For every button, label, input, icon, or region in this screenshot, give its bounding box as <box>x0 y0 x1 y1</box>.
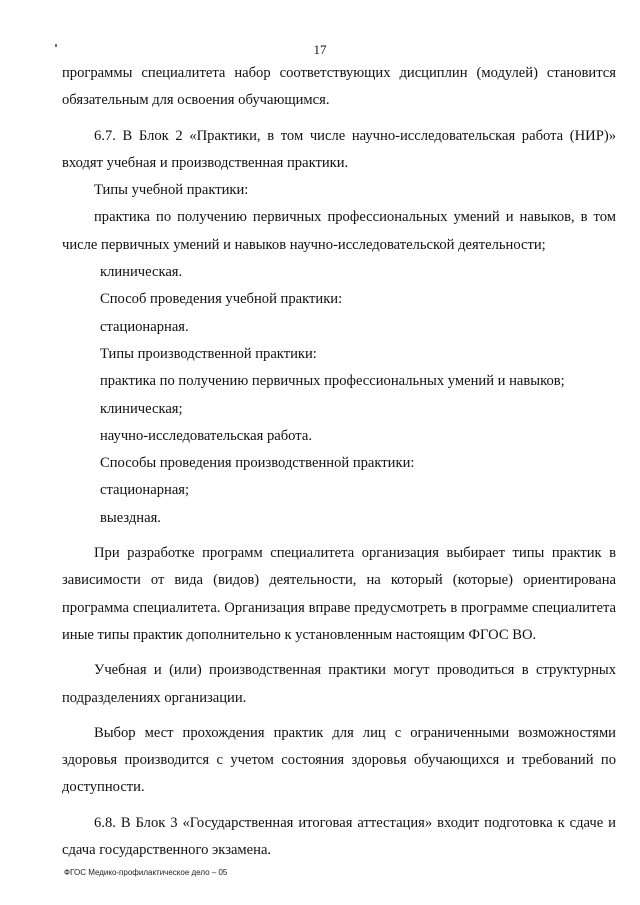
document-body <box>62 60 616 864</box>
paragraph-continuation: программы специалитета набор соответствующих дисциплин (модулей) становится обязательным для освоения обучающимся. <box>62 65 616 109</box>
paragraph-program-development: При разработке программ специалитета организация выбирает типы практик в зависимости от вида (видов) деятельности, на который (которые) ориентирована программа специалитета. Организация вправе предусмотреть в программе специалитета иные типы практик дополнительно к установленным настоящим ФГОС ВО. <box>62 545 616 643</box>
paragraph-practice-primary-skills: практика по получению первичных профессиональных умений и навыков, в том числе первичных умений и навыков научно-исследовательской деятельности; <box>62 209 616 253</box>
paragraph-industrial-practice-methods: Способы проведения производственной практики: <box>100 455 415 472</box>
paragraph-educational-practice-method: Способ проведения учебной практики: <box>100 291 343 308</box>
paragraph-structural-units: Учебная и (или) производственная практики могут проводиться в структурных подразделениях организации. <box>62 662 616 706</box>
paragraph-clinical: клиническая. <box>100 264 183 281</box>
paragraph-educational-practice-types: Типы учебной практики: <box>94 182 249 199</box>
paragraph-industrial-practice-types: Типы производственной практики: <box>100 345 317 362</box>
paragraph-clinical-2: клиническая; <box>100 400 183 417</box>
document-footer: ФГОС Медико-профилактическое дело – 05 <box>64 868 228 877</box>
paragraph-stationary: стационарная. <box>100 318 189 335</box>
paragraph-research-work: научно-исследовательская работа. <box>100 427 312 444</box>
paragraph-disabilities: Выбор мест прохождения практик для лиц с ограниченными возможностями здоровья производится с учетом состояния здоровья обучающихся и требований по доступности. <box>62 724 616 796</box>
paragraph-industrial-primary-skills: практика по получению первичных профессиональных умений и навыков; <box>100 373 565 390</box>
page-number: 17 <box>313 42 327 57</box>
paragraph-block-3: 6.8. В Блок 3 «Государственная итоговая аттестация» входит подготовка к сдаче и сдача государственного экзамена. <box>62 814 616 859</box>
paragraph-stationary-2: стационарная; <box>100 482 190 499</box>
paragraph-field: выездная. <box>100 509 161 526</box>
paragraph-block-2: 6.7. В Блок 2 «Практики, в том числе научно-исследовательская работа (НИР)» входят учебная и производственная практики. <box>62 127 616 171</box>
